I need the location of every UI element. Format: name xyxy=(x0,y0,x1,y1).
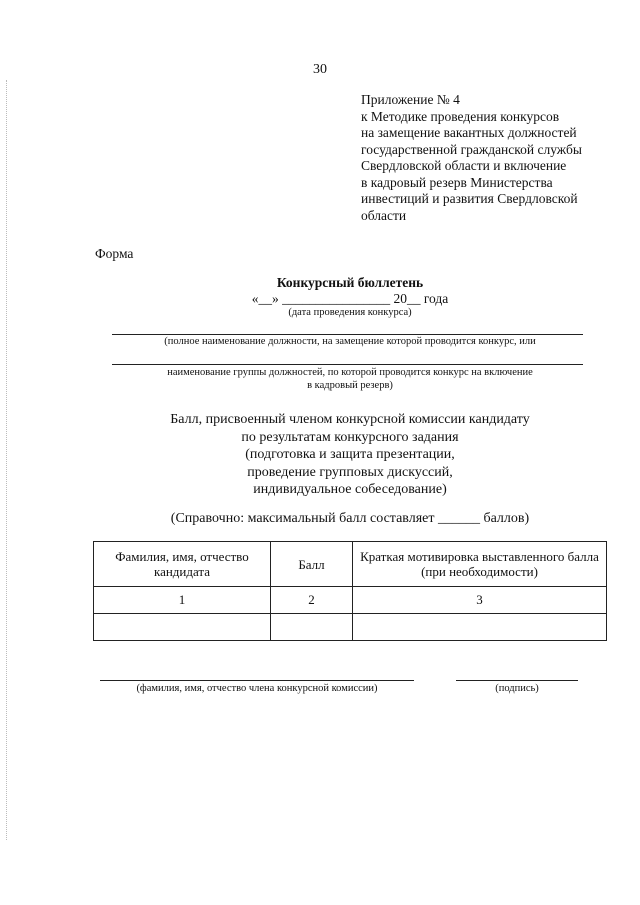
appendix-line: на замещение вакантных должностей xyxy=(361,125,577,140)
form-label: Форма xyxy=(95,246,134,261)
score-line: индивидуальное собеседование) xyxy=(253,482,447,497)
table-number-row xyxy=(94,587,607,614)
position-caption-1: (полное наименование должности, на замещение которой проводится конкурс, или xyxy=(164,336,536,347)
ballot-title: Конкурсный бюллетень xyxy=(276,275,424,290)
position-fill-line-2 xyxy=(112,364,583,365)
column-number: 2 xyxy=(271,587,353,614)
header-score: Балл xyxy=(271,542,353,587)
score-description xyxy=(0,411,640,499)
appendix-line: инвестиций и развития Свердловской xyxy=(361,191,578,206)
signature-line xyxy=(456,680,578,681)
date-line: «__» ________________ 20__ года xyxy=(251,291,449,306)
appendix-line: области xyxy=(361,207,407,223)
appendix-line: в кадровый резерв Министерства xyxy=(361,174,553,190)
candidate-name-cell[interactable] xyxy=(94,614,271,641)
position-caption-2: наименование группы должностей, по которой проводится конкурс на включение xyxy=(167,367,533,378)
ballot-table xyxy=(93,541,607,641)
max-score-note: (Справочно: максимальный балл составляет ______ баллов) xyxy=(170,511,530,526)
page-number: 30 xyxy=(313,62,327,77)
column-number: 1 xyxy=(94,587,271,614)
motivation-cell[interactable] xyxy=(353,614,607,641)
score-line: по результатам конкурсного задания xyxy=(241,429,459,445)
date-caption: (дата проведения конкурса) xyxy=(288,307,412,318)
score-line: Балл, присвоенный членом конкурсной комиссии кандидату xyxy=(170,412,530,427)
header-candidate-name: Фамилия, имя, отчество кандидата xyxy=(94,542,271,587)
score-line: проведение групповых дискуссий, xyxy=(247,464,453,480)
appendix-header xyxy=(361,92,631,224)
appendix-line: к Методике проведения конкурсов xyxy=(361,108,560,124)
appendix-line: Приложение № 4 xyxy=(361,92,460,107)
signature-caption: (подпись) xyxy=(495,683,539,694)
position-caption-3: в кадровый резерв) xyxy=(307,380,393,391)
table-header-row xyxy=(94,542,607,587)
appendix-line: Свердловской области и включение xyxy=(361,158,567,173)
score-line: (подготовка и защита презентации, xyxy=(245,447,455,462)
member-name-line xyxy=(100,680,414,681)
appendix-line: государственной гражданской службы xyxy=(361,141,582,157)
table-row xyxy=(94,614,607,641)
member-name-caption: (фамилия, имя, отчество члена конкурсной комиссии) xyxy=(136,683,378,694)
header-motivation: Краткая мотивировка выставленного балла (при необходимости) xyxy=(353,542,607,587)
column-number: 3 xyxy=(353,587,607,614)
position-fill-line-1 xyxy=(112,334,583,335)
score-cell[interactable] xyxy=(271,614,353,641)
